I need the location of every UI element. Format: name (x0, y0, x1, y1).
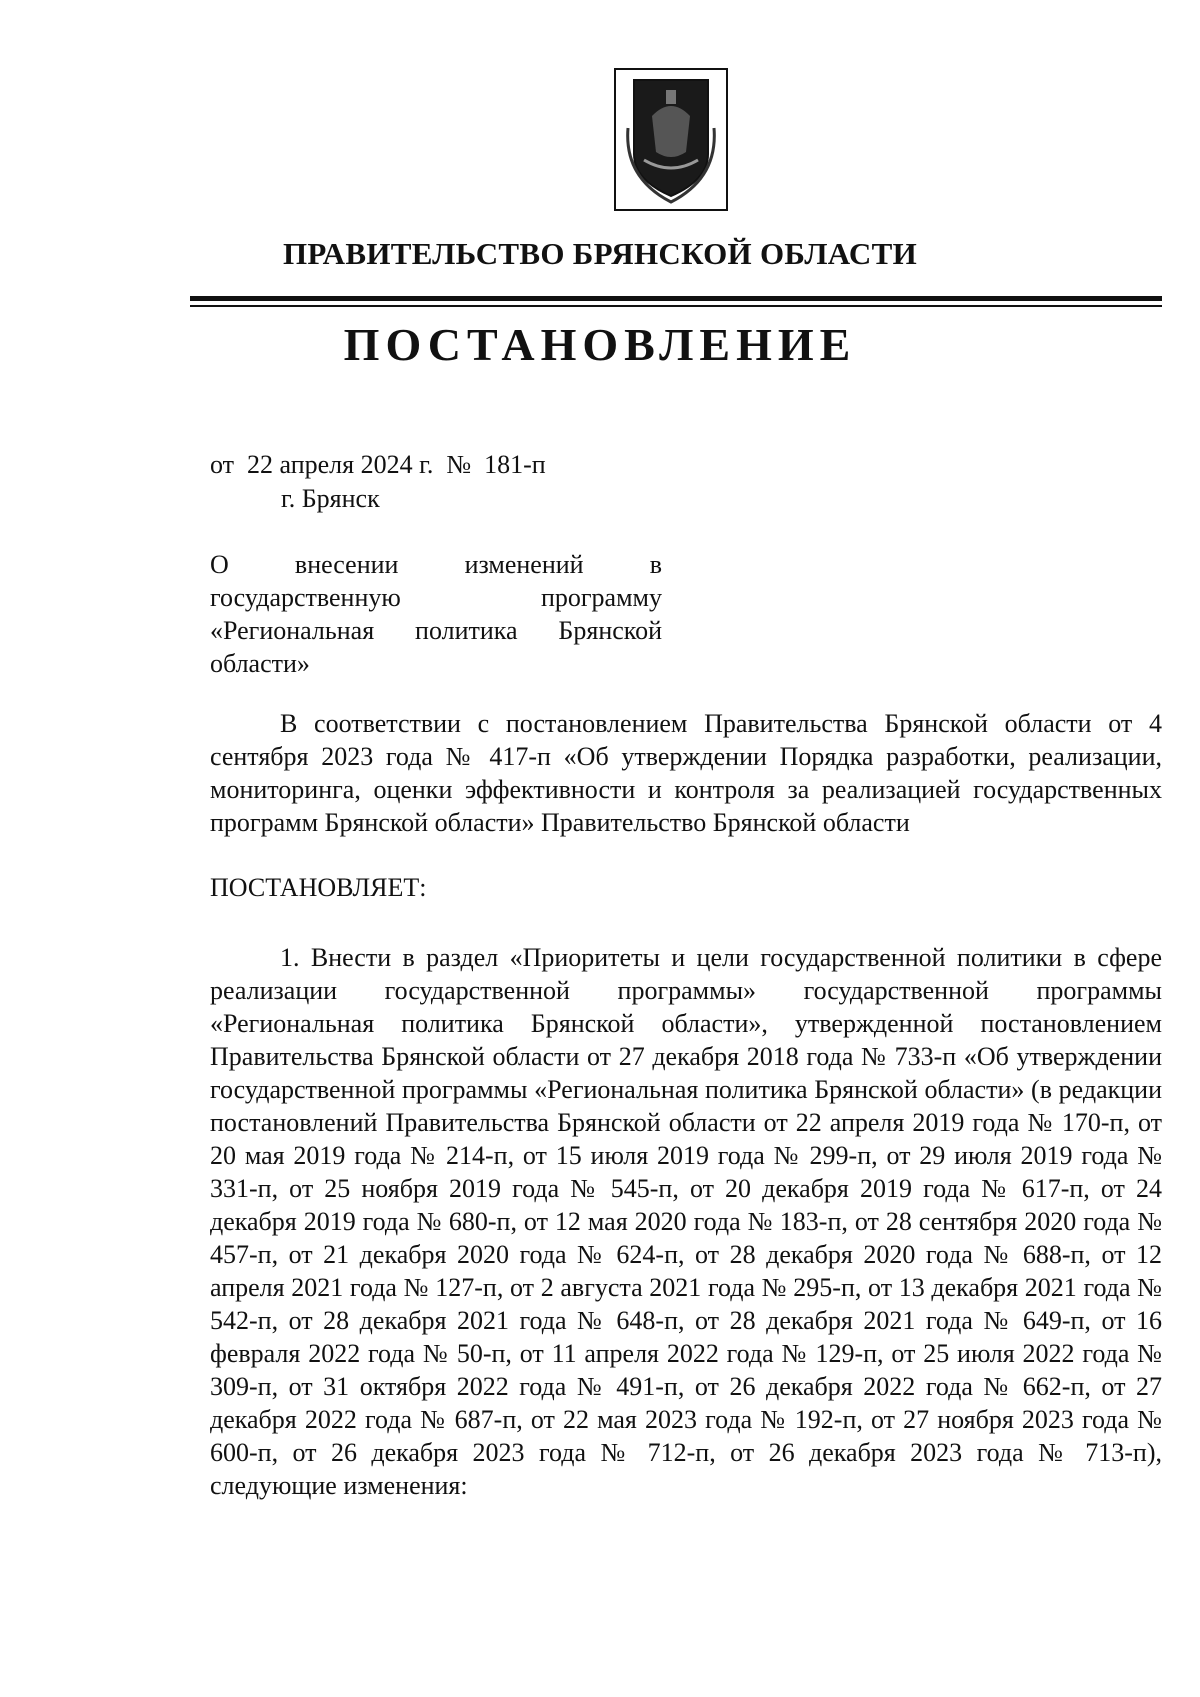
subject-heading: О внесении изменений в государственную программу «Региональная политика Брянской области» (210, 550, 662, 678)
preamble-paragraph: В соответствии с постановлением Правительства Брянской области от 4 сентября 2023 года № 417-п «Об утверждении Порядка разработки, реализации, мониторинга, оценки эффективности и контроля за реализацией государственных программ Брянской области» Правительство Брянской области (210, 709, 1162, 837)
header-rule-thin (190, 305, 1162, 307)
city-line: г. Брянск (281, 484, 380, 513)
decree-word: ПОСТАНОВЛЯЕТ: (210, 873, 427, 902)
organization-title: ПРАВИТЕЛЬСТВО БРЯНСКОЙ ОБЛАСТИ (282, 236, 918, 271)
coat-of-arms-icon (614, 68, 728, 211)
document-type: ПОСТАНОВЛЕНИЕ (343, 319, 857, 370)
date-number-line: от 22 апреля 2024 г. № 181-п (210, 450, 546, 479)
item-1-paragraph: 1. Внести в раздел «Приоритеты и цели государственной политики в сфере реализации государственной программы» государственной программы «Региональная политика Брянской области», утвержденной постановлением Правительства Брянской области от 27 декабря 2018 года № 733-п «Об утверждении государственной программы «Региональная политика Брянской области» (в редакции постановлений Правительства Брянской области от 22 апреля 2019 года № 170-п, от 20 мая 2019 года № 214-п, от 15 июля 2019 года № 299-п, от 29 июля 2019 года № 331-п, от 25 ноября 2019 года № 545-п, от 20 декабря 2019 года № 617-п, от 24 декабря 2019 года № 680-п, от 12 мая 2020 года № 183-п, от 28 сентября 2020 года № 457-п, от 21 декабря 2020 года № 624-п, от 28 декабря 2020 года № 688-п, от 12 апреля 2021 года № 127-п, от 2 августа 2021 года № 295-п, от 13 декабря 2021 года № 542-п, от 28 декабря 2021 года № 648-п, от 28 декабря 2021 года № 649-п, от 16 февраля 2022 года № 50-п, от 11 апреля 2022 года № 129-п, от 25 июля 2022 года № 309-п, от 31 октября 2022 года № 491-п, от 26 декабря 2022 года № 662-п, от 27 декабря 2022 года № 687-п, от 22 мая 2023 года № 192-п, от 27 ноября 2023 года № 600-п, от 26 декабря 2023 года № 712-п, от 26 декабря 2023 года № 713-п), следующие изменения: (210, 943, 1162, 1500)
header-rule-thick (190, 296, 1162, 301)
